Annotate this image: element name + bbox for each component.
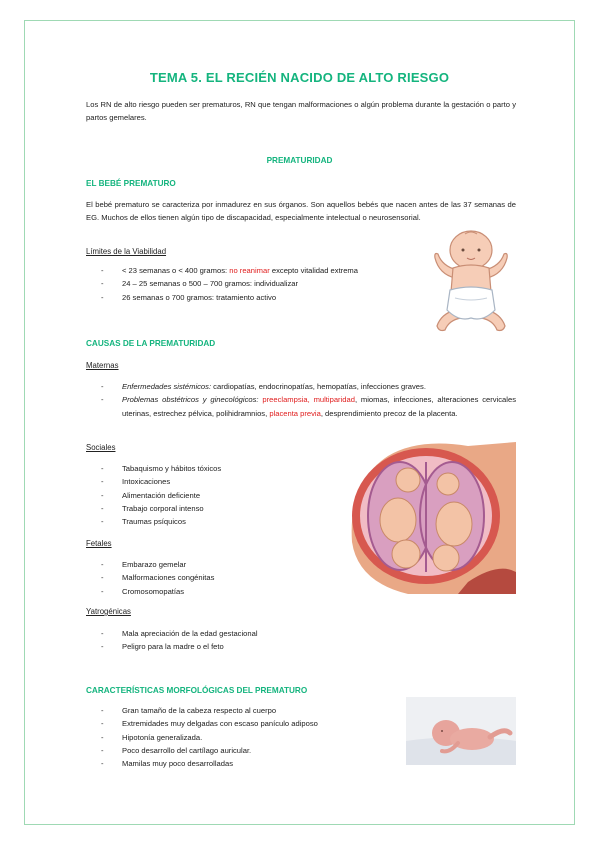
limits-list — [86, 264, 416, 304]
fetales-list — [86, 558, 326, 598]
list-item: - Peligro para la madre o el feto — [86, 640, 366, 653]
list-item: - Trabajo corporal intenso — [86, 502, 326, 515]
heading-causas-prematuridad: CAUSAS DE LA PREMATURIDAD — [86, 339, 216, 348]
list-item: - Gran tamaño de la cabeza respecto al cuerpo — [86, 704, 386, 717]
maternas-list — [86, 380, 516, 420]
list-item: - Embarazo gemelar — [86, 558, 326, 571]
sociales-list — [86, 462, 326, 528]
list-item: - Hipotonía generalizada. — [86, 731, 386, 744]
premature-baby-illustration — [425, 226, 517, 338]
heading-maternas: Maternas — [86, 361, 119, 370]
heading-fetales: Fetales — [86, 539, 112, 548]
list-item: - Enfermedades sistémicos: cardiopatías, endocrinopatías, hemopatías, infecciones graves. — [86, 380, 516, 393]
heading-caracteristicas-morfologicas: CARACTERÍSTICAS MORFOLÓGICAS DEL PREMATURO — [86, 686, 308, 695]
yatrogenicas-list — [86, 627, 366, 654]
page-title: TEMA 5. EL RECIÉN NACIDO DE ALTO RIESGO — [149, 70, 450, 85]
list-item: - 24 – 25 semanas o 500 – 700 gramos: individualizar — [86, 277, 416, 290]
list-item: - Tabaquismo y hábitos tóxicos — [86, 462, 326, 475]
list-item: - Extremidades muy delgadas con escaso panículo adiposo — [86, 717, 386, 730]
list-item: - Mamilas muy poco desarrolladas — [86, 757, 386, 770]
bebe-paragraph: El bebé prematuro se caracteriza por inmadurez en sus órganos. Son aquellos bebés que nacen antes de las 37 semanas de EG. Muchos de ellos tienen algún tipo de discapacidad, especialmente intelectual o neurosensorial. — [86, 200, 516, 222]
list-item: - Cromosomopatías — [86, 585, 326, 598]
heading-sociales: Sociales — [86, 443, 116, 452]
list-item: - Traumas psíquicos — [86, 515, 326, 528]
list-item: - Malformaciones congénitas — [86, 571, 326, 584]
list-item: - Problemas obstétricos y ginecológicos: preeclampsia, multiparidad, miomas, infecciones, alteraciones cervicales uterinas, estrechez pélvica, polihidramnios, placenta previa, desprendimiento precoz de la placenta. — [86, 393, 516, 420]
heading-yatrogenicas: Yatrogénicas — [86, 607, 131, 616]
heading-limites-viabilidad: Límites de la Viabilidad — [86, 247, 167, 256]
premature-baby-photo — [406, 697, 516, 765]
list-item: - Intoxicaciones — [86, 475, 326, 488]
morfologicas-list — [86, 704, 386, 770]
section-prematuridad: PREMATURIDAD — [266, 156, 333, 165]
list-item: - Poco desarrollo del cartílago auricular. — [86, 744, 386, 757]
list-item: - Mala apreciación de la edad gestacional — [86, 627, 366, 640]
twins-womb-illustration — [348, 442, 516, 594]
list-item: - Alimentación deficiente — [86, 489, 326, 502]
intro-paragraph: Los RN de alto riesgo pueden ser prematuros, RN que tengan malformaciones o algún problema durante la gestación o parto y partos gemelares. — [86, 100, 516, 122]
list-item: - < 23 semanas o < 400 gramos: no reanimar excepto vitalidad extrema — [86, 264, 416, 277]
heading-bebe-prematuro: EL BEBÉ PREMATURO — [86, 179, 176, 188]
list-item: - 26 semanas o 700 gramos: tratamiento activo — [86, 291, 416, 304]
